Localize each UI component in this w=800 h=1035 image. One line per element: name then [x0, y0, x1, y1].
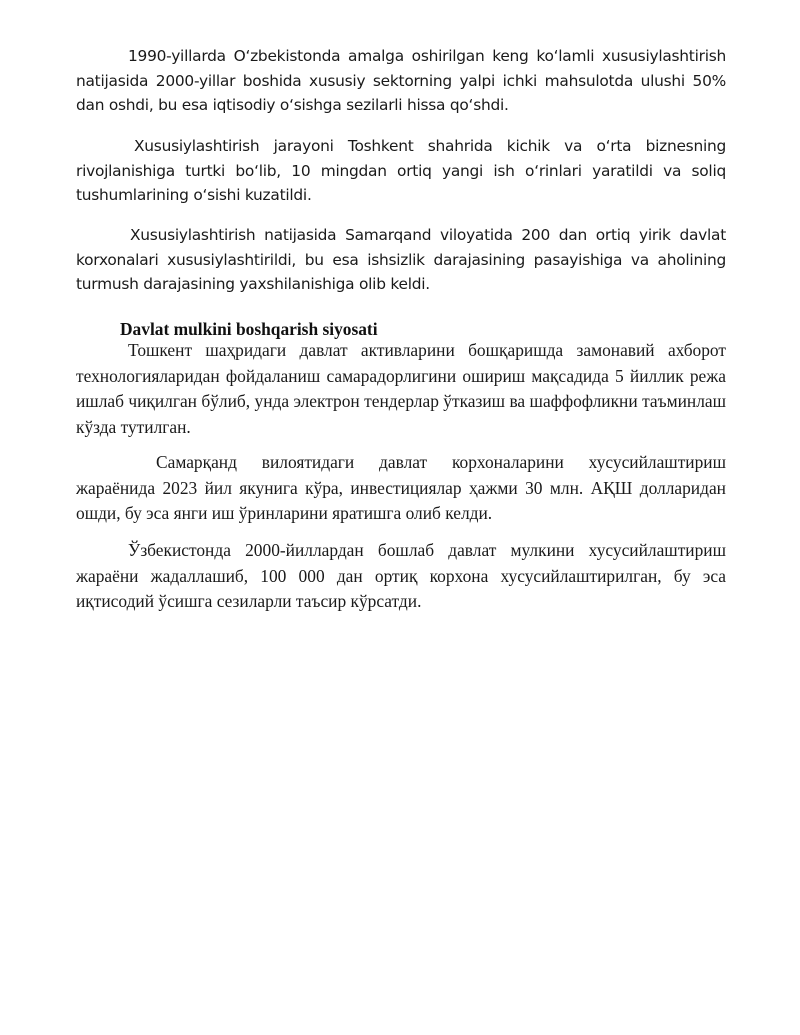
paragraph: Ўзбекистонда 2000-йиллардан бошлаб давлат мулкини хусусийлаштириш жараёни жадаллашиб, 100 000 дан ортиқ корхона хусусийлаштирилган, бу эса иқтисодий ўсишга сезиларли таъсир кўрсатди.: [76, 540, 726, 611]
paragraph: Xususiylashtirish jarayoni Toshkent shahrida kichik va o‘rta biznesning rivojlanishiga turtki bo‘lib, 10 mingdan ortiq yangi ish o‘rinlari yaratildi va soliq tushumlarining o‘sishi kuzatildi.: [76, 137, 726, 204]
paragraph: Самарқанд вилоятидаги давлат корхоналарини хусусийлаштириш жараёнида 2023 йил якунига кўра, инвестициялар ҳажми 30 млн. АҚШ долларидан ошди, бу эса янги иш ўринларини яратишга олиб келди.: [76, 452, 726, 523]
paragraph: Тошкент шаҳридаги давлат активларини бошқаришда замонавий ахборот технологияларидан фойдаланиш самарадорлигини ошириш мақсадида 5 йиллик режа ишлаб чиқилган бўлиб, унда электрон тендерлар ўтказиш ва шаффофликни таъминлаш кўзда тутилган.: [76, 340, 726, 437]
paragraph: 1990-yillarda O‘zbekistonda amalga oshirilgan keng ko‘lamli xususiylashtirish natijasida 2000-yillar boshida xususiy sektorning yalpi ichki mahsulotda ulushi 50% dan oshdi, bu esa iqtisodiy o‘sishga sezilarli hissa qo‘shdi.: [76, 47, 726, 114]
section-heading: Davlat mulkini boshqarish siyosati: [120, 319, 378, 339]
paragraph: Xususiylashtirish natijasida Samarqand viloyatida 200 dan ortiq yirik davlat korxonalari xususiylashtirildi, bu esa ishsizlik darajasining pasayishiga va aholining turmush darajasining yaxshilanishiga olib keldi.: [76, 226, 726, 293]
